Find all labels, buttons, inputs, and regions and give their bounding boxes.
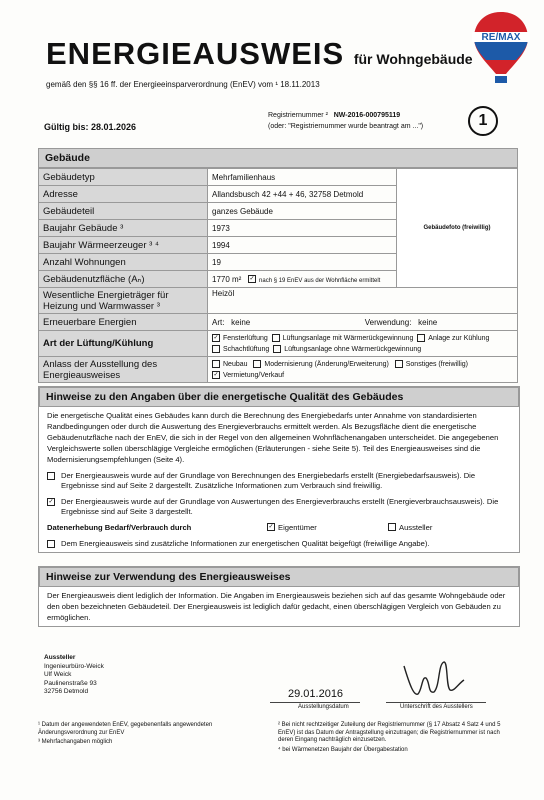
area-value-cell bbox=[208, 271, 397, 288]
row-value: 1973 bbox=[208, 220, 397, 237]
row-label: Baujahr Wärmeerzeuger ³ ⁴ bbox=[39, 237, 208, 254]
reason-options bbox=[208, 357, 518, 383]
hot-air-balloon-icon bbox=[470, 8, 532, 88]
data-collection-label: Datenerhebung Bedarf/Verbrauch durch bbox=[47, 523, 192, 532]
logo-text: RE/MAX bbox=[481, 32, 521, 43]
building-heading: Gebäude bbox=[38, 148, 518, 168]
valid-until: Gültig bis: 28.01.2026 bbox=[44, 122, 137, 132]
checkbox-issuer[interactable] bbox=[388, 523, 396, 531]
row-value: Allandsbusch 42 +44 + 46, 32758 Detmold bbox=[208, 186, 397, 203]
option-label: Lüftungsanlage mit Wärmerückgewinnung bbox=[282, 334, 414, 342]
checkbox-demand-certificate[interactable] bbox=[47, 472, 55, 480]
table-row bbox=[39, 331, 518, 357]
option-demand-row bbox=[39, 468, 519, 494]
ventilation-options bbox=[208, 331, 518, 357]
row-value: ganzes Gebäude bbox=[208, 203, 397, 220]
extra-info-text: Dem Energieausweis sind zusätzliche Informationen zur energetischen Qualität beigefügt (freiwillige Angabe). bbox=[61, 539, 430, 548]
issuer-line: 32756 Detmold bbox=[44, 688, 89, 695]
notes-section bbox=[38, 386, 520, 553]
option-demand-text: Der Energieausweis wurde auf der Grundlage von Berechnungen des Energiebedarfs erstellt (Energiebedarfsausweis). Die Ergebnisse sind auf Seite 2 dargestellt. Zusätzliche Informationen zum Verbrauch sind freiwillig. bbox=[61, 471, 476, 490]
issue-date: 29.01.2016 bbox=[288, 688, 344, 700]
signature-divider bbox=[386, 702, 486, 703]
renewable-use-label: Verwendung: bbox=[364, 317, 412, 327]
title-subtitle: für Wohngebäude bbox=[353, 51, 473, 67]
renewable-label: Erneuerbare Energien bbox=[39, 314, 208, 331]
row-value: 19 bbox=[208, 254, 397, 271]
footnote-4: ⁴ bei Wärmenetzen Baujahr der Übergabestation bbox=[278, 746, 408, 753]
legal-basis: gemäß den §§ 16 ff. der Energieeinsparverordnung (EnEV) vom ¹ 18.11.2013 bbox=[46, 80, 320, 89]
registry-block bbox=[268, 110, 423, 132]
option-label: Schachtlüftung bbox=[223, 345, 270, 353]
building-photo-placeholder: Gebäudefoto (freiwillig) bbox=[397, 169, 518, 288]
option-label: Sonstiges (freiwillig) bbox=[405, 360, 468, 368]
option-consumption-text: Der Energieausweis wurde auf der Grundlage von Auswertungen des Energieverbrauchs erstellt (Energieverbrauchsausweis). Die Ergebnisse sind auf Seite 3 dargestellt. bbox=[61, 497, 499, 516]
area-value: 1770 m² bbox=[212, 274, 242, 284]
signature bbox=[400, 656, 470, 707]
row-label: Anzahl Wohnungen bbox=[39, 254, 208, 271]
usage-text: Der Energieausweis dient lediglich der Information. Die Angaben im Energieausweis beziehen sich auf das gesamte Wohngebäude oder den oben bezeichneten Gebäudeteil. Der Energieausweis ist lediglich dafür gedacht, einen überschlägigen Vergleich von Gebäuden zu ermöglichen. bbox=[47, 591, 506, 622]
table-row bbox=[39, 357, 518, 383]
area-label: Gebäudenutzfläche (Aₙ) bbox=[39, 271, 208, 288]
row-value: Mehrfamilienhaus bbox=[208, 169, 397, 186]
table-row bbox=[39, 288, 518, 314]
remax-logo bbox=[470, 8, 532, 88]
checkbox-other[interactable] bbox=[395, 360, 403, 368]
row-value: 1994 bbox=[208, 237, 397, 254]
checkbox-cooling[interactable] bbox=[417, 334, 425, 342]
building-table bbox=[38, 168, 518, 383]
area-note-checkbox[interactable]: ✓ bbox=[249, 276, 255, 283]
option-consumption-row bbox=[39, 494, 519, 520]
issue-date-label: Ausstellungsdatum bbox=[298, 704, 349, 710]
energy-carrier-value: Heizöl bbox=[208, 288, 518, 314]
checkbox-consumption-certificate[interactable]: ✓ bbox=[48, 499, 54, 505]
row-label: Gebäudeteil bbox=[39, 203, 208, 220]
option-label: Vermietung/Verkauf bbox=[223, 371, 285, 379]
renewable-use-value: keine bbox=[418, 317, 438, 327]
issuer-line: Ulf Weick bbox=[44, 671, 72, 678]
checkbox-no-heat-recovery[interactable] bbox=[273, 345, 281, 353]
checkbox-new-building[interactable] bbox=[212, 360, 220, 368]
footnote-2: ² Bei nicht rechtzeitiger Zuteilung der Registriernummer (§ 17 Absatz 4 Satz 4 und 5 EnEV) ist das Datum der Antragstellung einzutragen; die Registriernummer ist nach deren Eingang nachträglich einzusetzen. bbox=[278, 722, 501, 743]
checkbox-window-ventilation[interactable]: ✓ bbox=[213, 334, 219, 341]
document-title bbox=[46, 36, 473, 72]
extra-info-row bbox=[39, 536, 519, 552]
table-row bbox=[39, 169, 518, 186]
option-label: Lüftungsanlage ohne Wärmerückgewinnung bbox=[284, 345, 422, 353]
usage-section bbox=[38, 566, 520, 627]
registry-label: Registriernummer ² bbox=[268, 112, 328, 119]
checkbox-heat-recovery[interactable] bbox=[272, 334, 280, 342]
renewable-cell bbox=[208, 314, 518, 331]
usage-heading: Hinweise zur Verwendung des Energieausweises bbox=[39, 567, 519, 587]
renewable-kind-label: Art: bbox=[212, 317, 225, 327]
issuer-block bbox=[44, 654, 104, 697]
row-label: Baujahr Gebäude ³ bbox=[39, 220, 208, 237]
page-number: 1 bbox=[468, 106, 498, 136]
building-section bbox=[38, 148, 518, 383]
issuer-line: Ingenieurbüro-Weick bbox=[44, 662, 104, 670]
data-collection-row bbox=[39, 520, 519, 536]
title-main: ENERGIEAUSWEIS bbox=[46, 36, 345, 71]
area-note: nach § 19 EnEV aus der Wohnfläche ermittelt bbox=[259, 277, 381, 284]
checkbox-rent-sale[interactable]: ✓ bbox=[213, 371, 219, 378]
date-divider bbox=[270, 702, 360, 703]
notes-intro: Die energetische Qualität eines Gebäudes kann durch die Berechnung des Energiebedarfs unter Annahme von standardisierten Randbedingungen oder durch die Auswertung des Energieverbrauchs ermittelt werden. Als Bezugsfläche dient die energetische Gebäudenutzfläche nach der EnEV, die sich in der Regel von den allgemeinen Wohnflächenangaben unterscheidet. Die angegebenen Vergleichswerte sollen überschlägige Vergleiche ermöglichen (Erläuterungen - siehe Seite 5). Teil des Energieausweises sind die Modernisierungsempfehlungen (Seite 4). bbox=[47, 411, 499, 464]
checkbox-shaft-ventilation[interactable] bbox=[212, 345, 220, 353]
data-owner-label: Eigentümer bbox=[278, 523, 317, 532]
footnote-1: ¹ Datum der angewendeten EnEV, gegebenenfalls angewendeten Änderungsverordnung zur EnEV bbox=[38, 722, 213, 736]
reason-label: Anlass der Ausstellung des Energieausweises bbox=[39, 357, 208, 383]
checkbox-owner[interactable]: ✓ bbox=[268, 524, 274, 530]
option-label: Fensterlüftung bbox=[223, 334, 268, 342]
checkbox-extra-info[interactable] bbox=[47, 540, 55, 548]
table-row bbox=[39, 314, 518, 331]
energy-carrier-label: Wesentliche Energieträger für Heizung und Warmwasser ³ bbox=[39, 288, 208, 314]
footnote-3: ³ Mehrfachangaben möglich bbox=[38, 739, 113, 745]
option-label: Modernisierung (Änderung/Erweiterung) bbox=[264, 360, 389, 368]
renewable-kind-value: keine bbox=[231, 317, 251, 327]
option-label: Neubau bbox=[223, 360, 248, 368]
ventilation-label: Art der Lüftung/Kühlung bbox=[39, 331, 208, 357]
row-label: Gebäudetyp bbox=[39, 169, 208, 186]
option-label: Anlage zur Kühlung bbox=[428, 334, 490, 342]
row-label: Adresse bbox=[39, 186, 208, 203]
registry-note: (oder: "Registriernummer wurde beantragt am ...") bbox=[268, 123, 424, 130]
footnotes bbox=[38, 722, 508, 754]
issuer-line: Paulinenstraße 93 bbox=[44, 679, 97, 687]
signature-label: Unterschrift des Ausstellers bbox=[400, 704, 473, 710]
registry-number: NW-2016-000795119 bbox=[333, 112, 401, 119]
notes-heading: Hinweise zu den Angaben über die energetische Qualität des Gebäudes bbox=[39, 387, 519, 407]
data-issuer-label: Aussteller bbox=[399, 523, 433, 532]
issuer-label: Aussteller bbox=[44, 654, 76, 661]
checkbox-modernisation[interactable] bbox=[253, 360, 261, 368]
